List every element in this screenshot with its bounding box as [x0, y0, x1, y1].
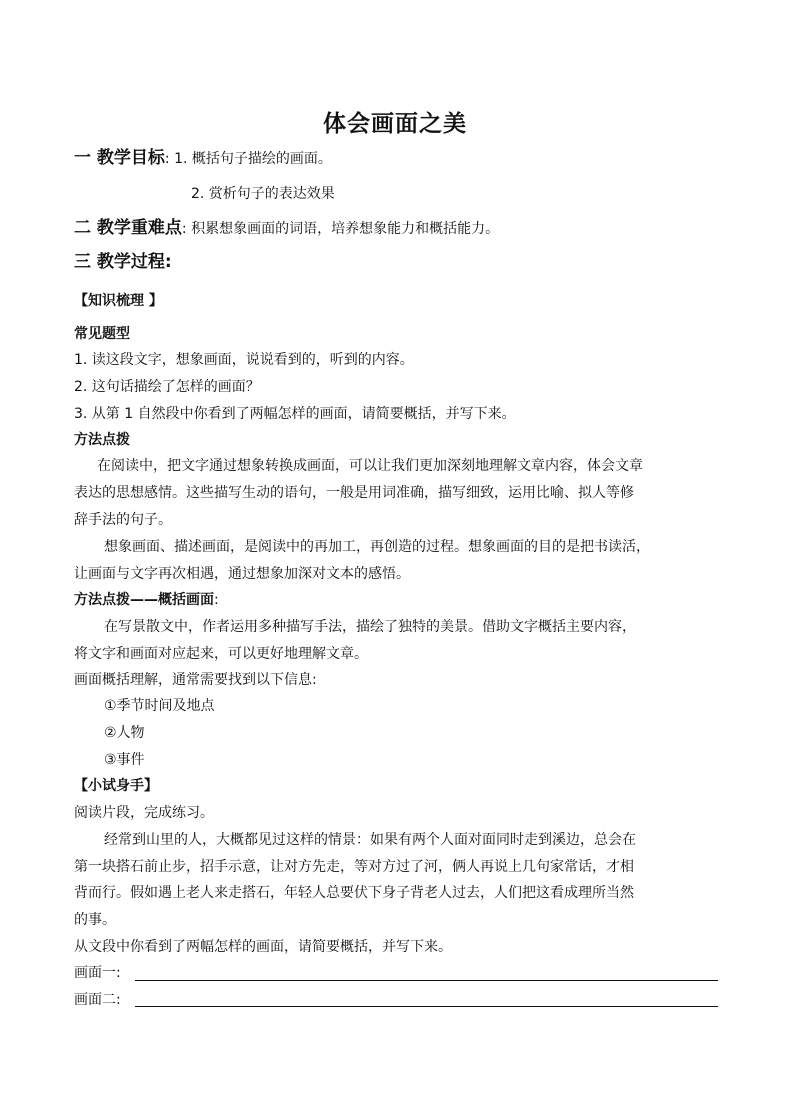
- passage-line-1: 经常到山里的人，大概都见过这样的情景：如果有两个人面对面同时走到溪边，总会在: [104, 832, 636, 848]
- objectives-heading: 一 教学目标: [74, 148, 165, 168]
- answer2-label: 画面二:: [74, 992, 121, 1008]
- method-para1-line2: 表达的思想感情。这些描写生动的语句，一般是用词准确，描写细致，运用比喻、拟人等修: [74, 485, 634, 501]
- method-para1-line3: 辞手法的句子。: [74, 512, 172, 528]
- key-points-line: [74, 219, 499, 238]
- method-para1-line1: 在阅读中，把文字通过想象转换成画面，可以让我们更加深刻地理解文章内容，体会文章: [97, 458, 643, 474]
- answer1-blank-line[interactable]: [135, 980, 718, 981]
- process-heading: 三 教学过程:: [74, 252, 172, 272]
- passage-line-2: 第一块搭石前止步，招手示意，让对方先走，等对方过了河，俩人再说上几句家常话，才相: [74, 859, 634, 875]
- method2-line3: 画面概括理解，通常需要找到以下信息:: [74, 672, 317, 688]
- answer1-label: 画面一:: [74, 965, 121, 981]
- objective-item-2: 2. 赏析句子的表达效果: [191, 186, 335, 202]
- info-item-1: ①季节时间及地点: [104, 698, 215, 714]
- passage-line-4: 的事。: [74, 912, 116, 928]
- method2-colon: :: [214, 592, 219, 608]
- question-type-3: 3. 从第 1 自然段中你看到了两幅怎样的画面，请简要概括，并写下来。: [74, 406, 516, 422]
- practice-instruction: 阅读片段，完成练习。: [74, 805, 214, 821]
- document-title: 体会画面之美: [323, 111, 467, 137]
- objective-item-1: 1. 概括句子描绘的画面。: [174, 151, 332, 167]
- method-para2-line2: 让画面与文字再次相遇，通过想象加深对文本的感悟。: [74, 566, 410, 582]
- passage-line-3: 背而行。假如遇上老人来走搭石，年轻人总要伏下身子背老人过去，人们把这看成理所当然: [74, 885, 634, 901]
- practice-heading: 【小试身手】: [74, 778, 158, 794]
- objectives-colon: :: [164, 151, 175, 167]
- question-type-2: 2. 这句话描绘了怎样的画面？: [74, 379, 260, 395]
- objectives-line: [74, 149, 332, 168]
- knowledge-heading: 【知识梳理 】: [74, 293, 163, 309]
- key-points-heading: 二 教学重难点: [74, 218, 182, 238]
- method2-line1: 在写景散文中，作者运用多种描写手法，描绘了独特的美景。借助文字概括主要内容，: [104, 619, 636, 635]
- method-para2-line1: 想象画面、描述画面，是阅读中的再加工，再创造的过程。想象画面的目的是把书读活，: [104, 539, 650, 555]
- practice-question: 从文段中你看到了两幅怎样的画面，请简要概括，并写下来。: [74, 939, 452, 955]
- question-type-1: 1. 读这段文字，想象画面，说说看到的，听到的内容。: [74, 352, 414, 368]
- info-item-2: ②人物: [104, 725, 145, 741]
- method2-line2: 将文字和画面对应起来，可以更好地理解文章。: [74, 646, 368, 662]
- question-types-heading: 常见题型: [74, 326, 130, 342]
- key-points-text: : 积累想象画面的词语，培养想象能力和概括能力。: [181, 221, 500, 237]
- method2-heading-line: [74, 591, 219, 609]
- method-heading: 方法点拨: [74, 432, 130, 448]
- info-item-3: ③事件: [104, 752, 145, 768]
- answer2-blank-line[interactable]: [135, 1006, 718, 1007]
- method2-heading: 方法点拨——概括画面: [74, 592, 214, 608]
